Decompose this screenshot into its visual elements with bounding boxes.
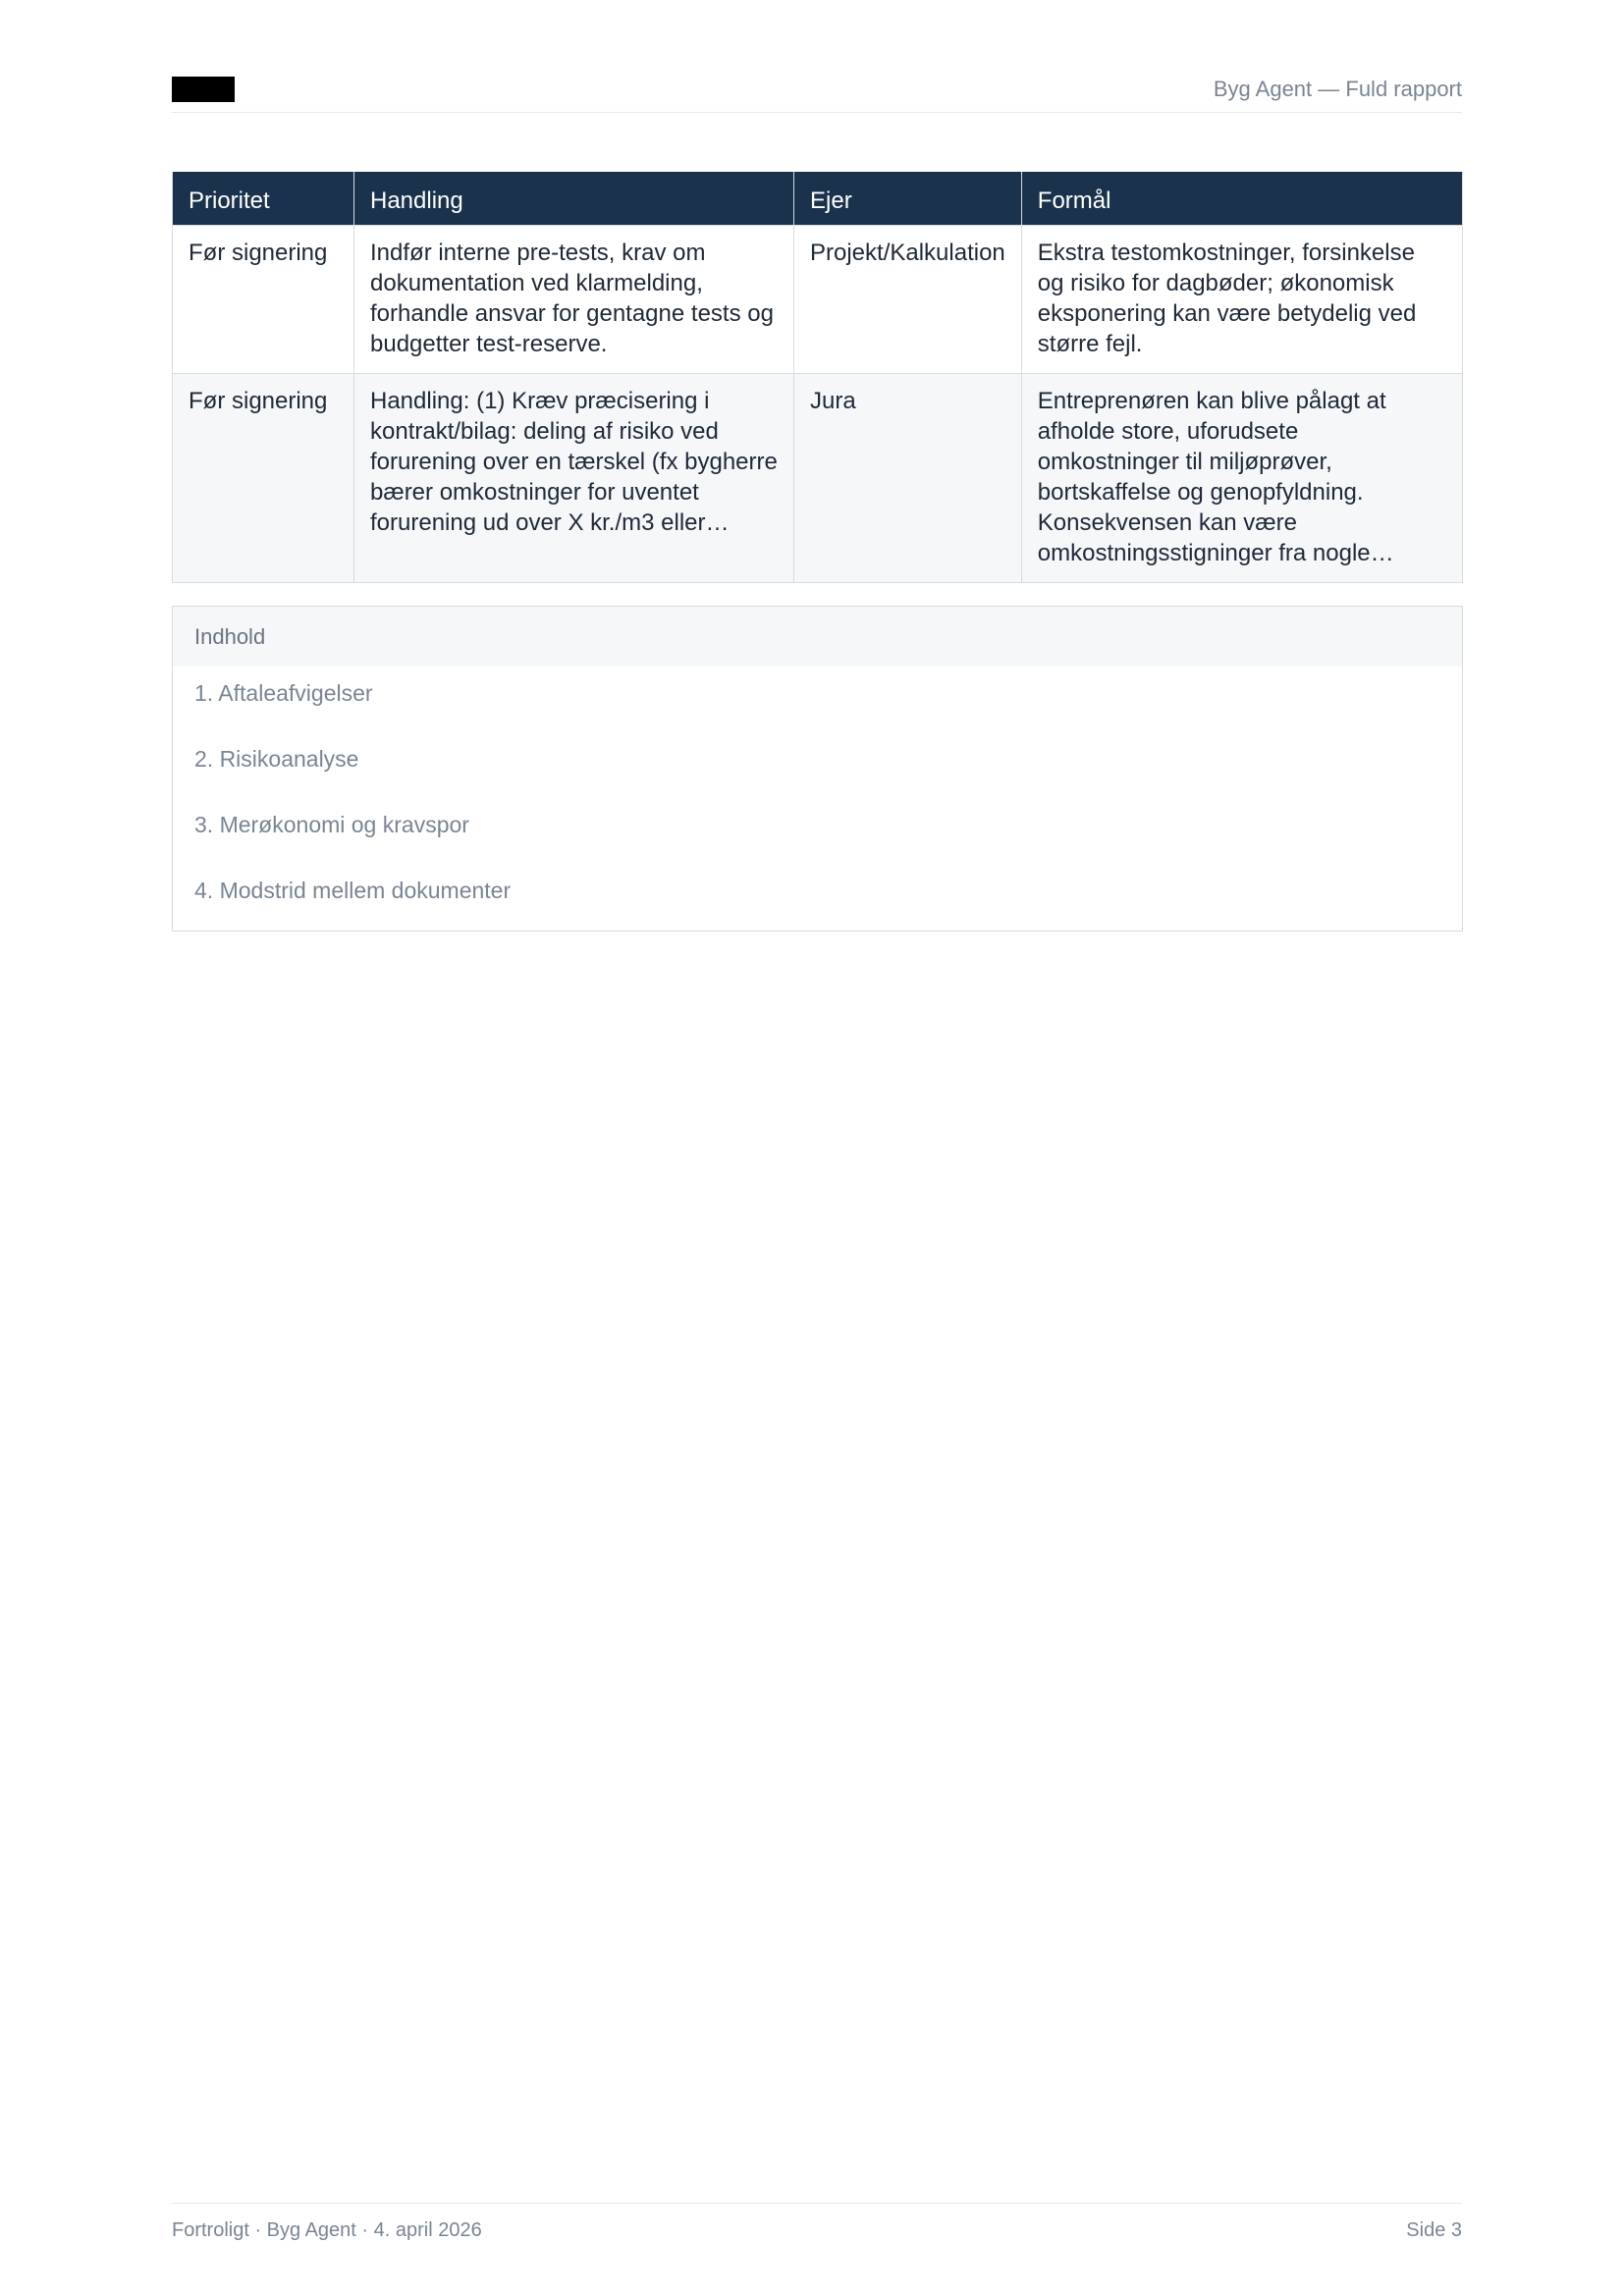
page-number: Side 3 xyxy=(1406,2219,1462,2241)
table-row xyxy=(173,226,1463,374)
footer-confidential-note: Fortroligt · Byg Agent · 4. april 2026 xyxy=(172,2219,482,2241)
cell-action: Indfør interne pre-tests, krav om dokumentation ved klarmelding, forhandle ansvar for gentagne tests og budgetter test-reserve. xyxy=(354,226,794,374)
toc-item-aftaleafvigelser[interactable]: 1. Aftaleafvigelser xyxy=(194,680,373,706)
logo-redacted xyxy=(172,77,235,102)
header-title: Byg Agent — Fuld rapport xyxy=(1213,77,1462,101)
toc-item-risikoanalyse[interactable]: 2. Risikoanalyse xyxy=(194,746,359,772)
cell-priority: Før signering xyxy=(173,226,354,374)
action-table xyxy=(172,172,1463,583)
page-header xyxy=(172,69,1462,113)
cell-owner: Jura xyxy=(794,374,1022,583)
cell-action: Handling: (1) Kræv præcisering i kontrakt/bilag: deling af risiko ved forurening over en tærskel (fx bygherre bærer omkostninger for uventet forurening ud over X kr./m3 eller… xyxy=(354,374,794,583)
column-header-purpose: Formål xyxy=(1021,172,1462,226)
toc-item-meroekonomi[interactable]: 3. Merøkonomi og kravspor xyxy=(194,812,469,837)
toc-title: Indhold xyxy=(173,607,1462,667)
page-footer xyxy=(172,2203,1462,2243)
cell-owner: Projekt/Kalkulation xyxy=(794,226,1022,374)
cell-purpose: Ekstra testomkostninger, forsinkelse og risiko for dagbøder; økonomisk eksponering kan være betydelig ved større fejl. xyxy=(1021,226,1462,374)
table-of-contents xyxy=(172,606,1463,932)
column-header-action: Handling xyxy=(354,172,794,226)
toc-item-modstrid[interactable]: 4. Modstrid mellem dokumenter xyxy=(194,878,512,903)
table-header-row xyxy=(173,172,1463,226)
cell-priority: Før signering xyxy=(173,374,354,583)
table-row xyxy=(173,374,1463,583)
column-header-priority: Prioritet xyxy=(173,172,354,226)
column-header-owner: Ejer xyxy=(794,172,1022,226)
cell-purpose: Entreprenøren kan blive pålagt at afholde store, uforudsete omkostninger til miljøprøver, bortskaffelse og genopfyldning. Konsekvensen kan være omkostningsstigninger fra nogle… xyxy=(1021,374,1462,583)
